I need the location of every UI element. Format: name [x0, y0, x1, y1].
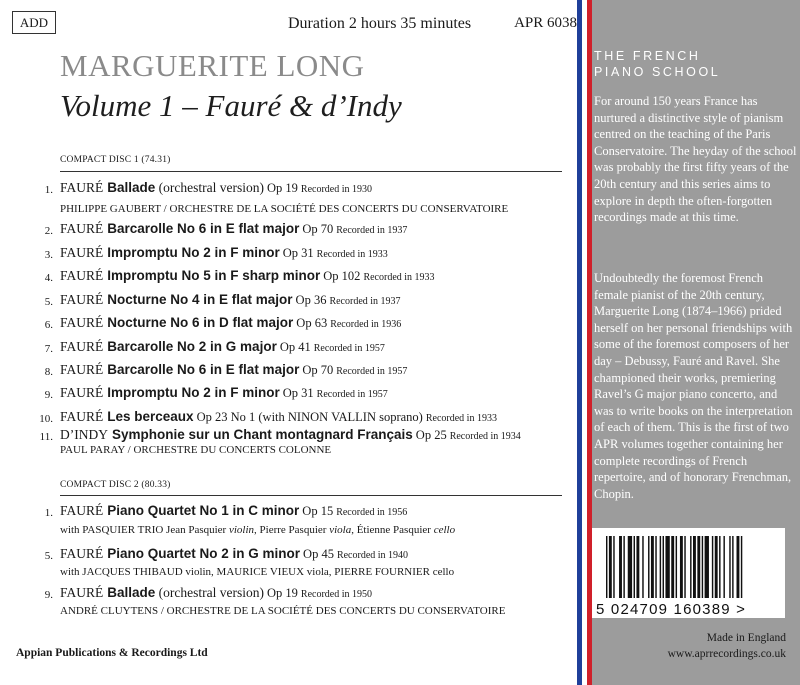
track-number: 3.: [44, 249, 53, 261]
track-recorded: Recorded in 1956: [336, 507, 408, 518]
made-in-text: Made in England: [706, 632, 786, 644]
track-line: [60, 427, 521, 443]
barcode-bar: [712, 536, 713, 598]
barcode-bar: [684, 536, 685, 598]
track-row: [0, 362, 577, 382]
barcode-bar: [671, 536, 674, 598]
track-recorded: Recorded in 1937: [329, 296, 401, 307]
track-line: [60, 315, 401, 331]
track-recorded: Recorded in 1937: [336, 225, 408, 236]
track-recorded: Recorded in 1930: [300, 184, 373, 195]
track-opus: Op 25: [415, 428, 447, 442]
track-recorded: Recorded in 1957: [336, 366, 408, 377]
track-opus: Op 23 No 1 (with NINON VALLIN soprano): [196, 410, 423, 424]
track-number: 9.: [44, 589, 53, 601]
track-recorded: Recorded in 1957: [316, 389, 388, 400]
barcode-bar: [702, 536, 703, 598]
barcode-bars: [592, 528, 785, 618]
disc2-track1-performers: [60, 524, 455, 536]
track-row: [0, 221, 577, 241]
series-title-line1: THE FRENCH: [594, 49, 701, 63]
duration-text: Duration 2 hours 35 minutes: [288, 15, 472, 32]
track1-performers: PHILIPPE GAUBERT / ORCHESTRE DE LA SOCIÉTÉ DES CONCERTS DU CONSERVATOIRE: [60, 203, 509, 215]
track-title: Impromptu No 2 in F minor: [107, 385, 280, 400]
disc2-rule: [60, 495, 562, 496]
track-opus: Op 45: [303, 547, 334, 561]
track-composer: FAURÉ: [60, 362, 104, 377]
track-number: 8.: [44, 366, 53, 378]
track-number: 9.: [44, 389, 53, 401]
track-title-extra: (orchestral version): [155, 180, 265, 195]
track-opus: Op 36: [295, 293, 327, 307]
track-composer: FAURÉ: [60, 546, 104, 561]
track-title: Impromptu No 5 in F sharp minor: [107, 268, 321, 283]
barcode-bar: [619, 536, 622, 598]
track-recorded: Recorded in 1933: [425, 413, 497, 424]
track-line: [60, 409, 497, 425]
track-opus: Op 70: [302, 222, 334, 236]
track-opus: Op 102: [323, 269, 361, 283]
track-opus: Op 41: [279, 340, 311, 354]
track-title: Nocturne No 6 in D flat major: [107, 315, 294, 330]
series-title-line2: PIANO SCHOOL: [594, 65, 721, 79]
track-number: 2.: [44, 225, 53, 237]
track-line: [60, 180, 372, 196]
track-title: Piano Quartet No 1 in C minor: [107, 503, 300, 518]
perf-text: , Pierre Pasquier: [254, 524, 330, 536]
barcode-number: 5 024709 160389 >: [596, 601, 747, 618]
track-number: 6.: [44, 319, 53, 331]
website-url: www.aprrecordings.co.uk: [667, 648, 786, 660]
track-title-extra: (orchestral version): [155, 585, 265, 600]
track-composer: FAURÉ: [60, 315, 104, 330]
track-composer: FAURÉ: [60, 385, 104, 400]
track-row: [0, 585, 577, 605]
disc1-rule: [60, 171, 562, 172]
barcode-bar: [665, 536, 669, 598]
track-line: [60, 503, 407, 519]
track-opus: Op 63: [296, 316, 328, 330]
publisher-name: Appian Publications & Recordings Ltd: [16, 647, 208, 659]
barcode-bar: [719, 536, 720, 598]
track-title: Barcarolle No 2 in G major: [107, 339, 277, 354]
track-composer: D’INDY: [60, 427, 108, 442]
track-recorded: Recorded in 1957: [313, 343, 385, 354]
artist-bio-paragraph: Undoubtedly the foremost French female pianist of the 20th century, Marguerite Long (1874–1966) prided herself on her personal friendships with some of the foremost composers of her day – Debussy, Fauré and Ravel. She championed their works, premiering Ravel’s G major piano concerto, and was to write books on the interpretation of each of them. This is the first of two APR volumes together containing her complete recordings of French repertoire, and of honorary Frenchman, Chopin.: [594, 271, 793, 501]
track-line: [60, 268, 435, 284]
add-label: ADD: [12, 11, 56, 34]
track-title: Ballade: [107, 585, 156, 600]
track-opus: Op 31: [282, 386, 314, 400]
perf-text: , Étienne Pasquier: [351, 524, 434, 536]
barcode-bar: [732, 536, 733, 598]
track-row: [0, 385, 577, 405]
track-line: [60, 221, 407, 237]
track-opus: Op 15: [302, 504, 334, 518]
track-composer: FAURÉ: [60, 503, 104, 518]
track-recorded: Recorded in 1940: [336, 550, 409, 561]
track-row: [0, 315, 577, 335]
disc2-track5-performers: with JACQUES THIBAUD violin, MAURICE VIEUX viola, PIERRE FOURNIER cello: [60, 566, 455, 578]
track11-performers: PAUL PARAY / ORCHESTRE DU CONCERTS COLONNE: [60, 444, 332, 456]
track-title: Symphonie sur un Chant montagnard Français: [112, 427, 413, 442]
barcode-bar: [737, 536, 740, 598]
track-row: [0, 292, 577, 312]
track-row: [0, 409, 577, 429]
catalogue-number: APR 6038: [514, 15, 577, 31]
track-recorded: Recorded in 1934: [449, 431, 521, 442]
barcode-bar: [676, 536, 677, 598]
track-number: 1.: [44, 184, 53, 196]
barcode-bar: [690, 536, 691, 598]
track-line: [60, 339, 385, 355]
series-sidebar: [577, 0, 800, 685]
barcode-bar: [634, 536, 635, 598]
artist-name: MARGUERITE LONG: [60, 48, 365, 83]
track-title: Piano Quartet No 2 in G minor: [107, 546, 301, 561]
perf-instrument: cello: [433, 524, 456, 536]
track-row: [0, 546, 577, 566]
track-composer: FAURÉ: [60, 585, 104, 600]
track-opus: Op 70: [302, 363, 334, 377]
disc2-track9-performers: ANDRÉ CLUYTENS / ORCHESTRE DE LA SOCIÉTÉ DES CONCERTS DU CONSERVATOIRE: [60, 605, 506, 617]
track-composer: FAURÉ: [60, 409, 104, 424]
track-recorded: Recorded in 1933: [316, 249, 388, 260]
track-composer: FAURÉ: [60, 245, 104, 260]
track-composer: FAURÉ: [60, 292, 104, 307]
track-line: [60, 362, 407, 378]
track-row: [0, 245, 577, 265]
track-line: [60, 245, 388, 261]
barcode: [592, 528, 785, 618]
barcode-bar: [655, 536, 656, 598]
perf-instrument: viola: [329, 524, 352, 536]
track-number: 5.: [44, 550, 53, 562]
barcode-bar: [723, 536, 724, 598]
track-number: 4.: [44, 272, 53, 284]
track-row: [0, 268, 577, 288]
barcode-bar: [609, 536, 612, 598]
track-row: [0, 180, 577, 200]
barcode-bar: [651, 536, 654, 598]
barcode-bar: [693, 536, 696, 598]
track-composer: FAURÉ: [60, 221, 104, 236]
track-row: [0, 503, 577, 523]
disc2-heading: COMPACT DISC 2 (80.33): [60, 480, 171, 490]
track-title: Barcarolle No 6 in E flat major: [107, 362, 300, 377]
barcode-bar: [680, 536, 683, 598]
track-line: [60, 292, 401, 308]
track-title: Nocturne No 4 in E flat major: [107, 292, 293, 307]
volume-title: Volume 1 – Fauré & d’Indy: [60, 88, 402, 123]
track-title: Impromptu No 2 in F minor: [107, 245, 280, 260]
barcode-bar: [628, 536, 632, 598]
track-title: Ballade: [107, 180, 156, 195]
series-title: [594, 48, 720, 80]
track-line: [60, 585, 372, 601]
barcode-bar: [648, 536, 649, 598]
track-line: [60, 546, 408, 562]
track-composer: FAURÉ: [60, 339, 104, 354]
barcode-bar: [613, 536, 614, 598]
track-line: [60, 385, 388, 401]
track-opus: Op 31: [282, 246, 314, 260]
track-title: Les berceaux: [107, 409, 194, 424]
barcode-bar: [623, 536, 624, 598]
track-opus: Op 19: [267, 181, 298, 195]
barcode-bar: [642, 536, 643, 598]
track-recorded: Recorded in 1933: [363, 272, 435, 283]
track-row: [0, 339, 577, 359]
track-number: 7.: [44, 343, 53, 355]
barcode-bar: [660, 536, 661, 598]
series-intro-paragraph: For around 150 years France has nurtured a distinctive style of pianism centred on the teaching of the Paris Conservatoire. The heyday of the school was probably the first fifty years of the 20th century and this series aims to explore in depth the often-forgotten recordings made at this time.: [594, 94, 797, 225]
perf-text: with PASQUIER TRIO Jean Pasquier: [60, 524, 229, 536]
track-number: 10.: [39, 413, 53, 425]
barcode-bar: [697, 536, 700, 598]
track-recorded: Recorded in 1936: [330, 319, 402, 330]
barcode-bar: [606, 536, 607, 598]
track-number: 5.: [44, 296, 53, 308]
barcode-bar: [636, 536, 639, 598]
perf-instrument: violin: [228, 524, 255, 536]
track-composer: FAURÉ: [60, 180, 104, 195]
track-number: 11.: [39, 431, 53, 443]
track-opus: Op 19: [267, 586, 298, 600]
track-title: Barcarolle No 6 in E flat major: [107, 221, 300, 236]
barcode-bar: [729, 536, 730, 598]
track-composer: FAURÉ: [60, 268, 104, 283]
barcode-bar: [715, 536, 718, 598]
barcode-bar: [741, 536, 742, 598]
barcode-bar: [663, 536, 664, 598]
track-recorded: Recorded in 1950: [300, 589, 373, 600]
track-number: 1.: [44, 507, 53, 519]
barcode-bar: [705, 536, 709, 598]
disc1-heading: COMPACT DISC 1 (74.31): [60, 155, 171, 165]
